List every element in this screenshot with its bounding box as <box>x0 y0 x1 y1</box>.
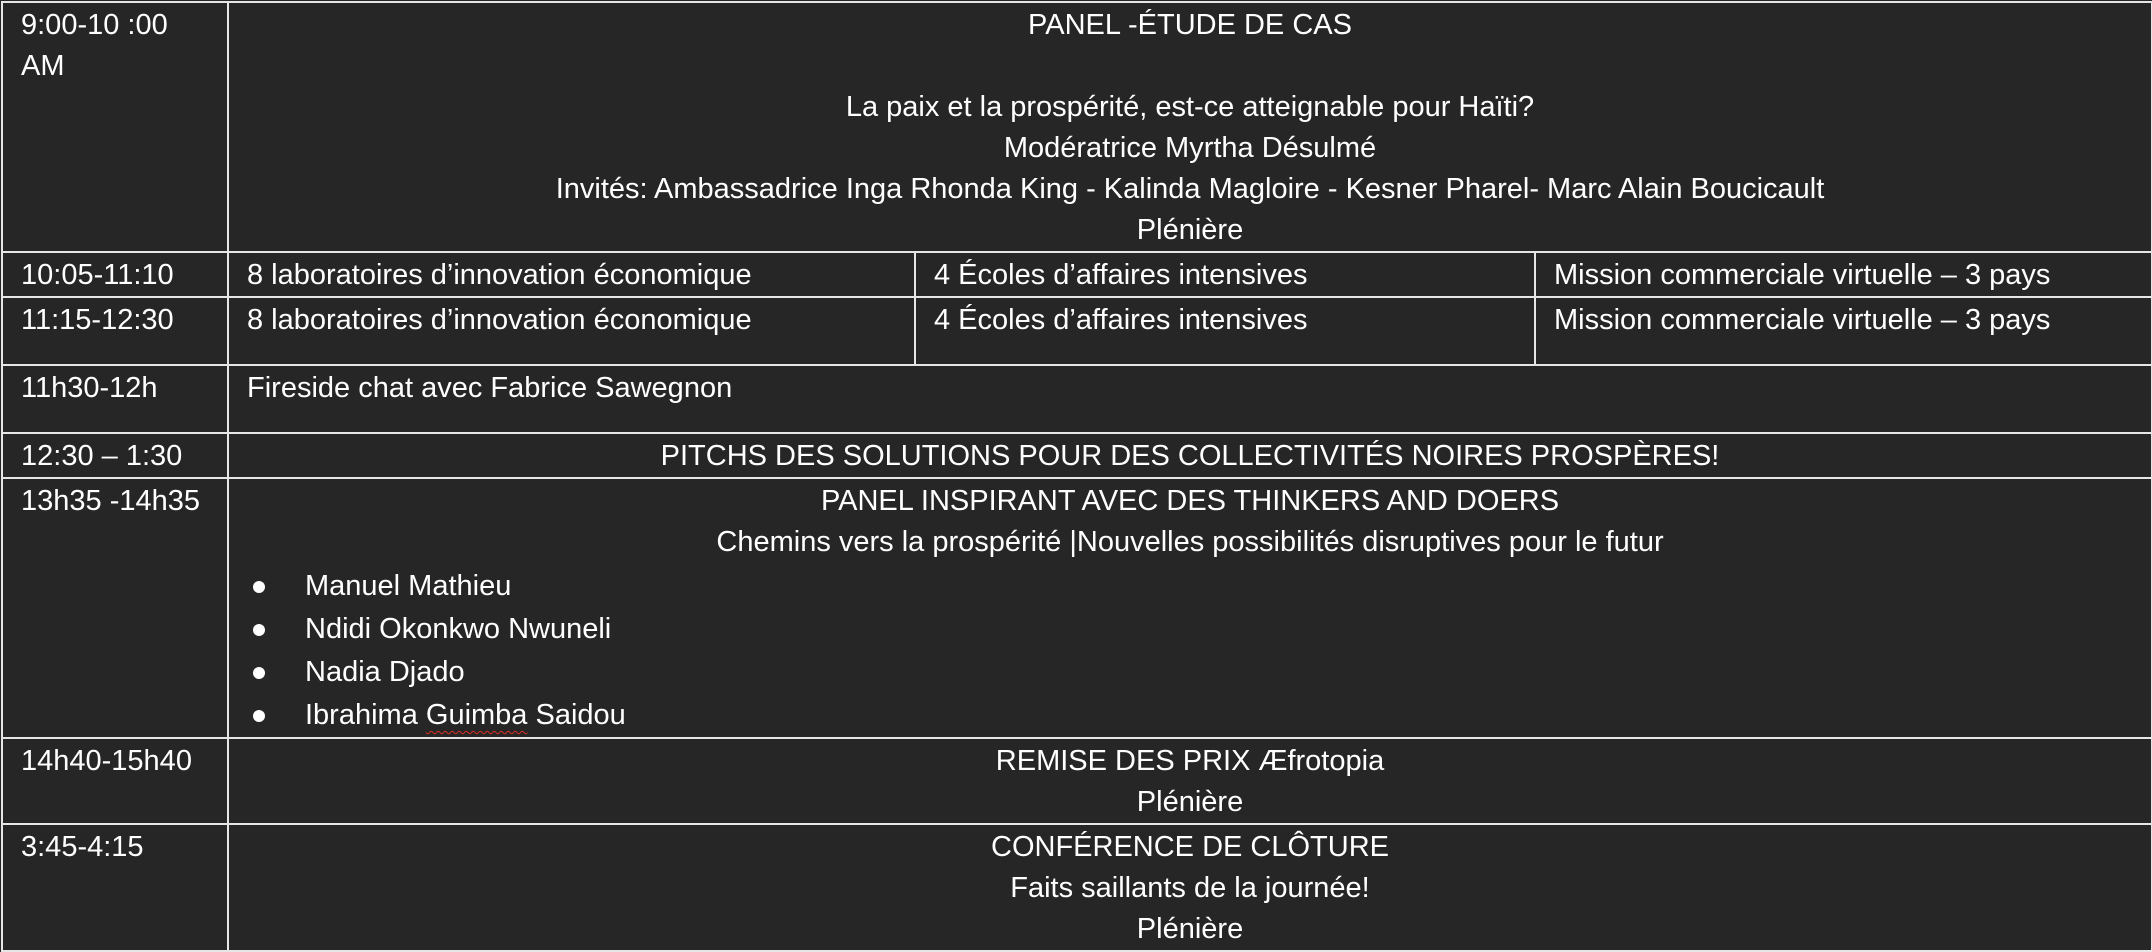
schedule-row-fireside-chat <box>2 365 2152 433</box>
schedule-row-awards <box>2 738 2152 824</box>
bullet-icon <box>253 624 265 636</box>
time-cell: 13h35 -14h35 <box>2 478 228 738</box>
track-trade-mission: Mission commerciale virtuelle – 3 pays <box>1535 297 2152 365</box>
track-innovation-labs: 8 laboratoires d’innovation économique <box>228 252 915 297</box>
session-format: Plénière <box>1136 913 1244 945</box>
track-business-schools: 4 Écoles d’affaires intensives <box>915 252 1535 297</box>
session-cell: Fireside chat avec Fabrice Sawegnon <box>228 365 2152 433</box>
schedule-table <box>1 1 2152 952</box>
schedule-row-panel-case-study <box>2 2 2152 252</box>
session-format: Plénière <box>1136 214 1244 246</box>
speaker-name: Manuel Mathieu <box>305 570 512 602</box>
time-cell: 3:45-4:15 <box>2 824 228 951</box>
session-title: CONFÉRENCE DE CLÔTURE <box>991 831 1389 863</box>
session-title: PANEL INSPIRANT AVEC DES THINKERS AND DOERS <box>820 485 1560 517</box>
session-cell <box>228 478 2152 738</box>
list-item <box>247 651 2133 694</box>
speaker-name: Ibrahima Guimba Saidou <box>305 699 626 731</box>
session-moderator: Modératrice Myrtha Désulmé <box>1003 132 1377 164</box>
session-title: PANEL -ÉTUDE DE CAS <box>1028 9 1352 41</box>
session-cell <box>228 738 2152 824</box>
schedule-row-parallel-2 <box>2 297 2152 365</box>
time-cell: 12:30 – 1:30 <box>2 433 228 478</box>
session-cell: PITCHS DES SOLUTIONS POUR DES COLLECTIVITÉS NOIRES PROSPÈRES! <box>228 433 2152 478</box>
bullet-icon <box>253 581 265 593</box>
blank-line <box>247 46 2133 87</box>
session-title: REMISE DES PRIX Æfrotopia <box>995 745 1385 777</box>
track-innovation-labs: 8 laboratoires d’innovation économique <box>228 297 915 365</box>
spelling-error-underline: Guimba <box>425 699 528 731</box>
session-cell <box>228 2 2152 252</box>
schedule-row-inspiring-panel <box>2 478 2152 738</box>
time-cell: 9:00-10 :00 AM <box>2 2 228 252</box>
list-item <box>247 565 2133 608</box>
speaker-list <box>247 565 2133 737</box>
track-trade-mission: Mission commerciale virtuelle – 3 pays <box>1535 252 2152 297</box>
list-item <box>247 694 2133 737</box>
speaker-name: Nadia Djado <box>305 656 465 688</box>
session-subtitle: Faits saillants de la journée! <box>1010 872 1370 904</box>
track-business-schools: 4 Écoles d’affaires intensives <box>915 297 1535 365</box>
time-cell: 14h40-15h40 <box>2 738 228 824</box>
schedule-row-parallel-1 <box>2 252 2152 297</box>
session-subtitle: La paix et la prospérité, est-ce atteignable pour Haïti? <box>845 91 1535 123</box>
time-cell: 10:05-11:10 <box>2 252 228 297</box>
time-cell: 11h30-12h <box>2 365 228 433</box>
bullet-icon <box>253 710 265 722</box>
list-item <box>247 608 2133 651</box>
session-subtitle: Chemins vers la prospérité |Nouvelles possibilités disruptives pour le futur <box>716 526 1664 558</box>
session-format: Plénière <box>1136 786 1244 818</box>
speaker-name: Ndidi Okonkwo Nwuneli <box>305 613 612 645</box>
session-guests: Invités: Ambassadrice Inga Rhonda King - Kalinda Magloire - Kesner Pharel- Marc Alain Boucicault <box>555 173 1825 205</box>
bullet-icon <box>253 667 265 679</box>
time-cell: 11:15-12:30 <box>2 297 228 365</box>
schedule-row-pitches <box>2 433 2152 478</box>
